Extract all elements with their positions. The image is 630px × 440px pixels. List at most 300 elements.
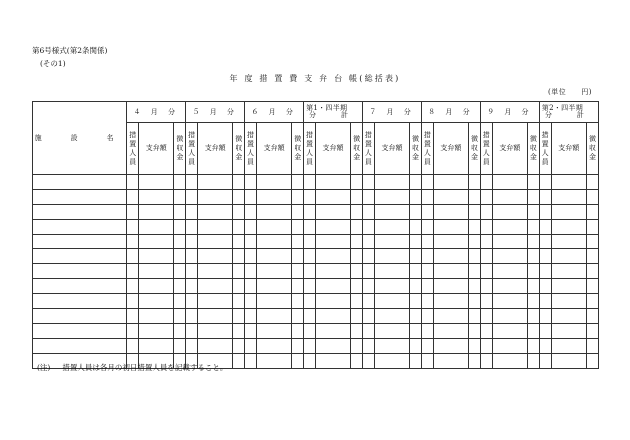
payment-cell — [256, 338, 291, 353]
persons-cell — [421, 175, 433, 190]
collection-cell — [586, 204, 598, 219]
payment-cell — [551, 338, 586, 353]
persons-cell — [363, 234, 375, 249]
persons-cell — [304, 234, 316, 249]
payment-cell — [374, 353, 409, 368]
collection-cell — [233, 234, 245, 249]
payment-cell — [315, 189, 350, 204]
persons-cell — [480, 175, 492, 190]
persons-cell — [186, 175, 198, 190]
month-header-3: ６ 月 分 — [245, 102, 304, 123]
month-header-row — [33, 102, 599, 123]
collection-cell — [586, 353, 598, 368]
collection-cell — [292, 338, 304, 353]
ledger-body — [33, 175, 599, 369]
payment-cell — [315, 234, 350, 249]
collection-cell — [351, 249, 363, 264]
collection-cell — [410, 353, 422, 368]
payment-cell — [433, 264, 468, 279]
payment-cell — [139, 234, 174, 249]
persons-cell — [480, 323, 492, 338]
payment-cell — [374, 323, 409, 338]
collection-cell — [410, 338, 422, 353]
collection-cell — [528, 338, 540, 353]
persons-cell — [304, 323, 316, 338]
collection-cell — [174, 279, 186, 294]
collection-header-text: 徴収金 — [176, 135, 184, 161]
payment-cell — [374, 279, 409, 294]
payment-cell — [139, 338, 174, 353]
persons-header-text: 措置人員 — [541, 130, 549, 166]
persons-cell — [304, 338, 316, 353]
payment-cell — [551, 353, 586, 368]
form-number: 第6号様式(第2条関係) — [32, 46, 108, 55]
document-title: 年 度 措 置 費 支 弁 台 帳(総括表) — [229, 74, 401, 83]
collection-cell — [292, 219, 304, 234]
payment-cell — [198, 338, 233, 353]
persons-cell — [363, 309, 375, 324]
collection-cell — [351, 338, 363, 353]
persons-cell — [363, 189, 375, 204]
collection-header-text: 徴収金 — [353, 135, 361, 161]
persons-cell — [421, 234, 433, 249]
payment-cell — [492, 234, 527, 249]
collection-cell — [351, 294, 363, 309]
collection-header — [233, 123, 245, 175]
persons-cell — [245, 204, 257, 219]
collection-cell — [410, 323, 422, 338]
quarter-label-bottom: 分 計 — [309, 111, 358, 119]
persons-cell — [304, 204, 316, 219]
collection-cell — [410, 249, 422, 264]
collection-cell — [469, 219, 481, 234]
collection-cell — [469, 323, 481, 338]
collection-cell — [174, 323, 186, 338]
payment-cell — [551, 175, 586, 190]
collection-cell — [410, 189, 422, 204]
month-header-6: ８ 月 分 — [421, 102, 480, 123]
payment-cell — [315, 249, 350, 264]
table-row — [33, 249, 599, 264]
payment-cell — [433, 204, 468, 219]
month-header-2: ５ 月 分 — [186, 102, 245, 123]
month-header-7: ９ 月 分 — [480, 102, 539, 123]
persons-cell — [363, 279, 375, 294]
month-header-8 — [539, 102, 598, 123]
payment-cell — [256, 219, 291, 234]
persons-cell — [539, 353, 551, 368]
payment-cell — [492, 264, 527, 279]
payment-cell — [492, 353, 527, 368]
persons-cell — [304, 175, 316, 190]
payment-cell — [433, 353, 468, 368]
facility-cell — [33, 249, 127, 264]
persons-cell — [245, 338, 257, 353]
collection-cell — [233, 249, 245, 264]
persons-cell — [539, 204, 551, 219]
payment-header: 支弁額 — [374, 123, 409, 175]
collection-cell — [528, 309, 540, 324]
collection-cell — [469, 264, 481, 279]
payment-cell — [256, 264, 291, 279]
persons-cell — [480, 204, 492, 219]
persons-cell — [480, 309, 492, 324]
table-row — [33, 264, 599, 279]
quarter-label-bottom: 分 計 — [544, 111, 593, 119]
collection-cell — [292, 234, 304, 249]
payment-cell — [374, 338, 409, 353]
payment-header: 支弁額 — [256, 123, 291, 175]
persons-cell — [480, 338, 492, 353]
persons-cell — [186, 234, 198, 249]
persons-cell — [186, 309, 198, 324]
persons-cell — [421, 204, 433, 219]
collection-cell — [586, 309, 598, 324]
collection-cell — [586, 279, 598, 294]
persons-header-text: 措置人員 — [482, 130, 490, 166]
collection-cell — [469, 294, 481, 309]
table-row — [33, 175, 599, 190]
persons-cell — [186, 249, 198, 264]
table-row — [33, 279, 599, 294]
persons-cell — [127, 189, 139, 204]
payment-cell — [374, 234, 409, 249]
facility-cell — [33, 294, 127, 309]
collection-cell — [233, 338, 245, 353]
payment-header: 支弁額 — [139, 123, 174, 175]
collection-header-text: 徴収金 — [235, 135, 243, 161]
payment-cell — [315, 204, 350, 219]
persons-header — [539, 123, 551, 175]
payment-cell — [433, 219, 468, 234]
payment-cell — [492, 204, 527, 219]
payment-header: 支弁額 — [433, 123, 468, 175]
payment-header: 支弁額 — [551, 123, 586, 175]
table-row — [33, 204, 599, 219]
quarter-label-top: 第1・四半期 — [306, 104, 348, 112]
footnote — [37, 362, 227, 373]
payment-cell — [433, 189, 468, 204]
collection-cell — [233, 264, 245, 279]
payment-cell — [492, 323, 527, 338]
payment-cell — [492, 249, 527, 264]
collection-cell — [233, 219, 245, 234]
payment-cell — [315, 294, 350, 309]
collection-cell — [469, 338, 481, 353]
persons-cell — [245, 353, 257, 368]
collection-cell — [410, 294, 422, 309]
collection-cell — [351, 309, 363, 324]
collection-cell — [410, 204, 422, 219]
collection-cell — [469, 189, 481, 204]
collection-cell — [174, 175, 186, 190]
payment-cell — [139, 264, 174, 279]
persons-cell — [186, 323, 198, 338]
persons-header — [245, 123, 257, 175]
collection-cell — [469, 309, 481, 324]
collection-cell — [586, 338, 598, 353]
payment-header: 支弁額 — [198, 123, 233, 175]
payment-cell — [492, 309, 527, 324]
persons-cell — [539, 219, 551, 234]
payment-cell — [198, 279, 233, 294]
facility-cell — [33, 189, 127, 204]
persons-cell — [480, 353, 492, 368]
persons-header — [480, 123, 492, 175]
collection-cell — [174, 309, 186, 324]
collection-cell — [586, 219, 598, 234]
persons-cell — [539, 234, 551, 249]
table-row — [33, 189, 599, 204]
collection-cell — [233, 175, 245, 190]
persons-cell — [539, 175, 551, 190]
persons-cell — [480, 264, 492, 279]
collection-cell — [410, 279, 422, 294]
persons-header — [421, 123, 433, 175]
facility-cell — [33, 309, 127, 324]
payment-cell — [139, 175, 174, 190]
collection-cell — [586, 264, 598, 279]
collection-cell — [410, 264, 422, 279]
persons-cell — [539, 309, 551, 324]
collection-header — [174, 123, 186, 175]
persons-cell — [304, 353, 316, 368]
collection-cell — [233, 279, 245, 294]
collection-cell — [528, 353, 540, 368]
collection-cell — [351, 189, 363, 204]
persons-cell — [363, 204, 375, 219]
facility-cell — [33, 338, 127, 353]
persons-cell — [245, 323, 257, 338]
persons-cell — [245, 249, 257, 264]
persons-cell — [186, 219, 198, 234]
payment-cell — [315, 353, 350, 368]
collection-cell — [292, 294, 304, 309]
collection-cell — [410, 219, 422, 234]
collection-cell — [174, 204, 186, 219]
collection-cell — [528, 294, 540, 309]
persons-cell — [539, 189, 551, 204]
persons-cell — [421, 338, 433, 353]
collection-cell — [233, 189, 245, 204]
collection-cell — [174, 338, 186, 353]
collection-cell — [586, 323, 598, 338]
payment-cell — [374, 249, 409, 264]
persons-cell — [304, 219, 316, 234]
persons-cell — [304, 309, 316, 324]
persons-cell — [127, 309, 139, 324]
table-row — [33, 219, 599, 234]
collection-header — [528, 123, 540, 175]
collection-cell — [233, 309, 245, 324]
persons-cell — [245, 309, 257, 324]
persons-cell — [421, 219, 433, 234]
persons-cell — [127, 279, 139, 294]
persons-cell — [245, 264, 257, 279]
collection-cell — [528, 279, 540, 294]
month-header-5: ７ 月 分 — [363, 102, 422, 123]
payment-cell — [198, 219, 233, 234]
persons-cell — [127, 323, 139, 338]
persons-cell — [127, 234, 139, 249]
collection-cell — [410, 234, 422, 249]
collection-cell — [528, 204, 540, 219]
collection-cell — [528, 234, 540, 249]
payment-cell — [198, 294, 233, 309]
collection-cell — [233, 323, 245, 338]
persons-cell — [127, 204, 139, 219]
payment-cell — [374, 175, 409, 190]
collection-cell — [292, 189, 304, 204]
collection-cell — [351, 264, 363, 279]
collection-header — [410, 123, 422, 175]
persons-cell — [363, 219, 375, 234]
collection-cell — [410, 175, 422, 190]
persons-cell — [127, 249, 139, 264]
collection-cell — [586, 189, 598, 204]
persons-cell — [421, 264, 433, 279]
persons-cell — [480, 234, 492, 249]
payment-cell — [256, 189, 291, 204]
collection-cell — [351, 175, 363, 190]
collection-cell — [586, 234, 598, 249]
collection-cell — [292, 204, 304, 219]
collection-cell — [469, 353, 481, 368]
payment-cell — [139, 219, 174, 234]
payment-cell — [433, 175, 468, 190]
form-sub-number: (その1) — [40, 59, 66, 68]
payment-cell — [198, 204, 233, 219]
payment-cell — [433, 323, 468, 338]
collection-cell — [351, 219, 363, 234]
payment-cell — [551, 279, 586, 294]
collection-cell — [292, 279, 304, 294]
persons-cell — [480, 249, 492, 264]
persons-cell — [480, 189, 492, 204]
persons-cell — [304, 294, 316, 309]
payment-cell — [198, 234, 233, 249]
persons-cell — [127, 219, 139, 234]
collection-cell — [292, 175, 304, 190]
payment-cell — [551, 204, 586, 219]
collection-header-text: 徴収金 — [470, 135, 478, 161]
persons-cell — [363, 353, 375, 368]
payment-cell — [139, 189, 174, 204]
persons-header-text: 措置人員 — [364, 130, 372, 166]
payment-cell — [198, 175, 233, 190]
payment-cell — [551, 219, 586, 234]
persons-cell — [304, 279, 316, 294]
payment-cell — [315, 323, 350, 338]
payment-cell — [198, 189, 233, 204]
payment-cell — [256, 309, 291, 324]
collection-header — [586, 123, 598, 175]
persons-cell — [186, 264, 198, 279]
persons-cell — [245, 189, 257, 204]
collection-cell — [351, 323, 363, 338]
payment-cell — [433, 309, 468, 324]
persons-cell — [421, 294, 433, 309]
persons-cell — [186, 338, 198, 353]
payment-cell — [198, 323, 233, 338]
persons-cell — [363, 338, 375, 353]
payment-cell — [256, 279, 291, 294]
ledger-table — [32, 101, 599, 369]
collection-header-text: 徴収金 — [294, 135, 302, 161]
table-row — [33, 234, 599, 249]
persons-cell — [186, 189, 198, 204]
persons-cell — [363, 264, 375, 279]
payment-cell — [256, 175, 291, 190]
facility-cell — [33, 175, 127, 190]
persons-cell — [245, 175, 257, 190]
month-header-4 — [304, 102, 363, 123]
collection-cell — [469, 279, 481, 294]
collection-cell — [469, 204, 481, 219]
persons-cell — [127, 264, 139, 279]
payment-cell — [256, 204, 291, 219]
payment-cell — [315, 309, 350, 324]
facility-cell — [33, 219, 127, 234]
payment-cell — [433, 338, 468, 353]
payment-cell — [256, 294, 291, 309]
collection-cell — [292, 249, 304, 264]
persons-header-text: 措置人員 — [305, 130, 313, 166]
payment-cell — [139, 279, 174, 294]
persons-cell — [127, 175, 139, 190]
collection-cell — [174, 294, 186, 309]
persons-header — [127, 123, 139, 175]
persons-cell — [363, 249, 375, 264]
persons-cell — [480, 219, 492, 234]
persons-cell — [363, 175, 375, 190]
persons-cell — [186, 279, 198, 294]
collection-cell — [233, 353, 245, 368]
persons-cell — [363, 323, 375, 338]
facility-cell — [33, 279, 127, 294]
payment-cell — [256, 323, 291, 338]
collection-cell — [469, 234, 481, 249]
payment-cell — [256, 234, 291, 249]
persons-header — [363, 123, 375, 175]
persons-header — [186, 123, 198, 175]
collection-cell — [528, 175, 540, 190]
payment-cell — [198, 249, 233, 264]
collection-header — [469, 123, 481, 175]
collection-cell — [174, 249, 186, 264]
persons-cell — [421, 189, 433, 204]
persons-header-text: 措置人員 — [247, 130, 255, 166]
payment-cell — [139, 294, 174, 309]
payment-cell — [315, 279, 350, 294]
collection-cell — [233, 204, 245, 219]
table-row — [33, 338, 599, 353]
month-header-1: ４ 月 分 — [127, 102, 186, 123]
persons-cell — [245, 279, 257, 294]
persons-cell — [127, 294, 139, 309]
payment-cell — [551, 294, 586, 309]
payment-cell — [374, 294, 409, 309]
payment-cell — [256, 249, 291, 264]
collection-cell — [410, 309, 422, 324]
persons-cell — [245, 234, 257, 249]
persons-cell — [480, 279, 492, 294]
persons-cell — [539, 294, 551, 309]
payment-cell — [315, 175, 350, 190]
collection-cell — [351, 279, 363, 294]
payment-cell — [139, 204, 174, 219]
persons-cell — [539, 279, 551, 294]
